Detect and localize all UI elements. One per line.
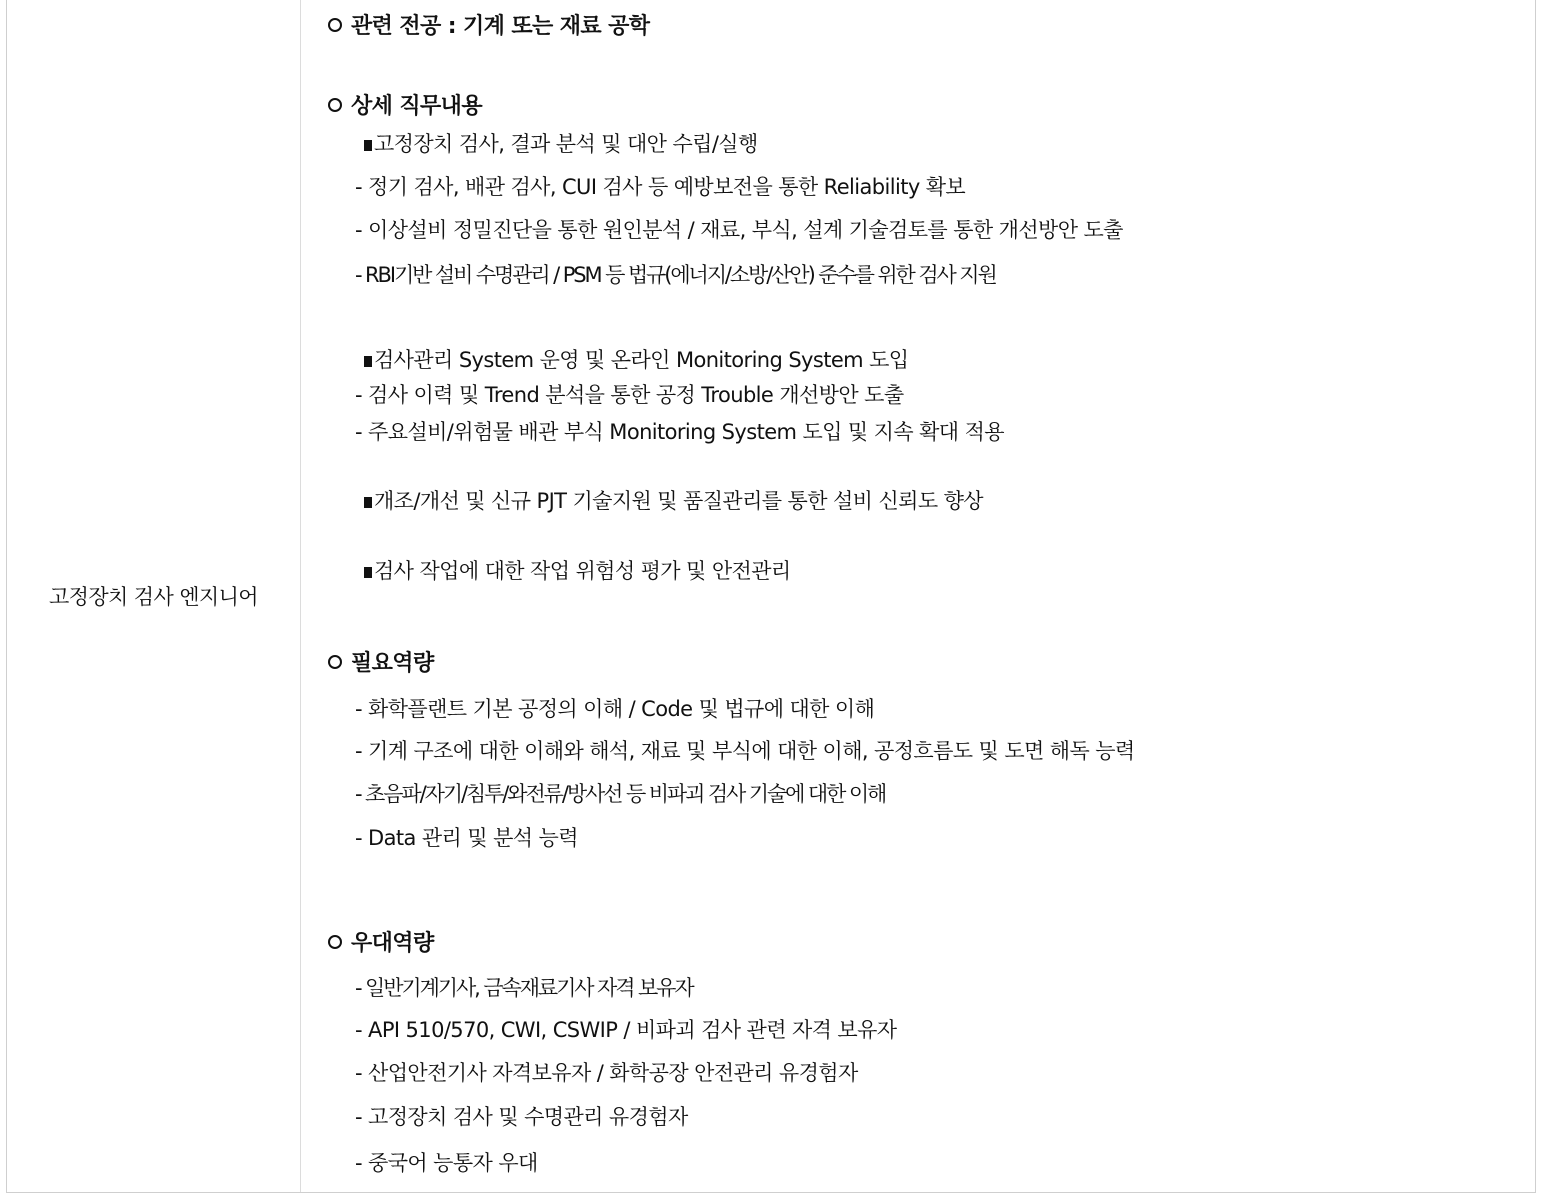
preferred-item: - 고정장치 검사 및 수명관리 유경험자	[355, 1105, 688, 1129]
preferred-heading-text: 우대역량	[351, 931, 434, 956]
preferred-heading	[328, 926, 434, 957]
required-item: - 기계 구조에 대한 이해와 해석, 재료 및 부식에 대한 이해, 공정흐름도 및 도면 해독 능력	[355, 739, 1135, 763]
preferred-item: - API 510/570, CWI, CSWIP / 비파괴 검사 관련 자격 보유자	[355, 1018, 897, 1042]
detail-group1-title	[355, 128, 758, 158]
detail-group2-item: - 주요설비/위험물 배관 부식 Monitoring System 도입 및 지속 확대 적용	[355, 420, 1004, 444]
role-title: 고정장치 검사 엔지니어	[48, 585, 258, 609]
required-heading-text: 필요역량	[351, 651, 434, 676]
square-bullet-icon	[364, 567, 372, 578]
detail-group1-title-text: 고정장치 검사, 결과 분석 및 대안 수립/실행	[374, 132, 758, 156]
detail-group1-item: - 이상설비 정밀진단을 통한 원인분석 / 재료, 부식, 설계 기술검토를 통한 개선방안 도출	[355, 218, 1123, 242]
square-bullet-icon	[364, 140, 372, 151]
circle-bullet-icon	[328, 18, 342, 32]
circle-bullet-icon	[328, 655, 342, 669]
major-text: 관련 전공 : 기계 또는 재료 공학	[351, 14, 650, 39]
square-bullet-icon	[364, 356, 372, 367]
required-item: - 초음파/자기/침투/와전류/방사선 등 비파괴 검사 기술에 대한 이해	[355, 782, 886, 806]
preferred-item: - 일반기계기사, 금속재료기사 자격 보유자	[355, 976, 693, 1000]
detail-group3-title	[355, 485, 983, 515]
role-cell	[7, 0, 300, 1192]
preferred-item: - 중국어 능통자 우대	[355, 1151, 538, 1175]
required-item: - Data 관리 및 분석 능력	[355, 826, 578, 850]
preferred-item: - 산업안전기사 자격보유자 / 화학공장 안전관리 유경험자	[355, 1061, 858, 1085]
detail-group4-title	[355, 555, 791, 585]
required-heading	[328, 646, 434, 677]
major-heading	[328, 9, 649, 40]
column-divider	[300, 0, 301, 1192]
detail-heading	[328, 89, 482, 120]
detail-group2-title-text: 검사관리 System 운영 및 온라인 Monitoring System 도입	[374, 348, 909, 372]
circle-bullet-icon	[328, 98, 342, 112]
detail-group3-title-text: 개조/개선 및 신규 PJT 기술지원 및 품질관리를 통한 설비 신뢰도 향상	[374, 489, 983, 513]
square-bullet-icon	[364, 497, 372, 508]
detail-group1-item: - 정기 검사, 배관 검사, CUI 검사 등 예방보전을 통한 Reliability 확보	[355, 175, 966, 199]
detail-group4-title-text: 검사 작업에 대한 작업 위험성 평가 및 안전관리	[374, 559, 791, 583]
detail-heading-text: 상세 직무내용	[351, 94, 482, 119]
detail-group2-item: - 검사 이력 및 Trend 분석을 통한 공정 Trouble 개선방안 도출	[355, 383, 904, 407]
detail-group1-item: - RBI기반 설비 수명관리 / PSM 등 법규(에너지/소방/산안) 준수를 위한 검사 지원	[355, 263, 996, 287]
circle-bullet-icon	[328, 935, 342, 949]
detail-group2-title	[355, 344, 908, 374]
required-item: - 화학플랜트 기본 공정의 이해 / Code 및 법규에 대한 이해	[355, 697, 875, 721]
